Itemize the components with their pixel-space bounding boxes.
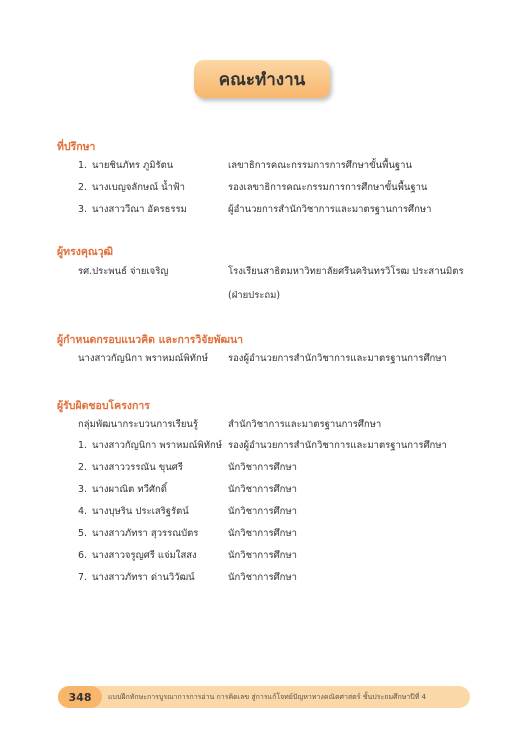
list-item <box>0 418 524 431</box>
page-title: คณะทำงาน <box>194 60 330 98</box>
person-position: รองผู้อำนวยการสำนักวิชาการและมาตรฐานการศึกษา <box>228 353 447 364</box>
group-name: กลุ่มพัฒนากระบวนการเรียนรู้ <box>78 419 199 430</box>
list-item <box>0 159 524 172</box>
section-heading-project: ผู้รับผิดชอบโครงการ <box>57 400 150 412</box>
person-name: นางสาวกัญนิกา พราหมณ์พิทักษ์ <box>92 440 222 451</box>
item-number: 2. <box>78 462 88 473</box>
section-heading-framework: ผู้กำหนดกรอบแนวคิด และการวิจัยพัฒนา <box>57 334 244 346</box>
person-name: นางผาณิต ทวีศักดิ์ <box>92 484 167 495</box>
person-name: นางสาวจรูญศรี แจ่มใสสง <box>92 550 197 561</box>
list-item <box>0 203 524 216</box>
list-item <box>0 527 524 540</box>
section-heading-expert: ผู้ทรงคุณวุฒิ <box>57 246 113 258</box>
person-position: ผู้อำนวยการสำนักวิชาการและมาตรฐานการศึกษา <box>228 204 432 215</box>
list-item-continuation <box>0 289 524 302</box>
item-number: 1. <box>78 160 88 171</box>
item-number: 3. <box>78 204 88 215</box>
person-position: นักวิชาการศึกษา <box>228 462 297 473</box>
list-item <box>0 549 524 562</box>
person-position: นักวิชาการศึกษา <box>228 528 297 539</box>
person-name: นางบุษริน ประเสริฐรัตน์ <box>92 506 189 517</box>
list-item <box>0 571 524 584</box>
item-number: 7. <box>78 572 88 583</box>
person-position: โรงเรียนสาธิตมหาวิทยาลัยศรีนครินทรวิโรฒ ประสานมิตร <box>228 266 464 277</box>
person-position: นักวิชาการศึกษา <box>228 572 297 583</box>
list-item <box>0 461 524 474</box>
person-position: (ฝ่ายประถม) <box>228 290 281 301</box>
group-position: สำนักวิชาการและมาตรฐานการศึกษา <box>228 419 382 430</box>
person-position: รองเลขาธิการคณะกรรมการการศึกษาขั้นพื้นฐาน <box>228 182 428 193</box>
person-name: นางสาวภัทรา ด่านวิวัฒน์ <box>92 572 195 583</box>
item-number: 6. <box>78 550 88 561</box>
person-position: รองผู้อำนวยการสำนักวิชาการและมาตรฐานการศึกษา <box>228 440 447 451</box>
person-name: รศ.ประพนธ์ จ่ายเจริญ <box>78 266 169 277</box>
item-number: 3. <box>78 484 88 495</box>
person-name: นางสาวกัญนิกา พราหมณ์พิทักษ์ <box>78 353 208 364</box>
list-item <box>0 352 524 365</box>
page-number: 348 <box>58 686 102 708</box>
person-name: นายชินภัทร ภูมิรัตน <box>92 160 174 171</box>
person-name: นางสาวภัทรา สุวรรณบัตร <box>92 528 199 539</box>
list-item <box>0 265 524 278</box>
item-number: 4. <box>78 506 88 517</box>
section-heading-advisors: ที่ปรึกษา <box>57 141 96 153</box>
person-name: นางสาววีณา อัครธรรม <box>92 204 187 215</box>
person-position: นักวิชาการศึกษา <box>228 550 297 561</box>
person-name: นางสาววรรณัน ขุนศรี <box>92 462 183 473</box>
item-number: 2. <box>78 182 88 193</box>
list-item <box>0 181 524 194</box>
item-number: 1. <box>78 440 88 451</box>
list-item <box>0 505 524 518</box>
person-name: นางเบญจลักษณ์ น้ำฟ้า <box>92 182 185 193</box>
footer-title: แบบฝึกทักษะการบูรณาการการอ่าน การคิดเลข สู่การแก้โจทย์ปัญหาทางคณิตศาสตร์ ชั้นประถมศึกษาปีที่ 4 <box>108 693 427 701</box>
person-position: นักวิชาการศึกษา <box>228 484 297 495</box>
list-item <box>0 439 524 452</box>
person-position: นักวิชาการศึกษา <box>228 506 297 517</box>
person-position: เลขาธิการคณะกรรมการการศึกษาขั้นพื้นฐาน <box>228 160 412 171</box>
item-number: 5. <box>78 528 88 539</box>
list-item <box>0 483 524 496</box>
